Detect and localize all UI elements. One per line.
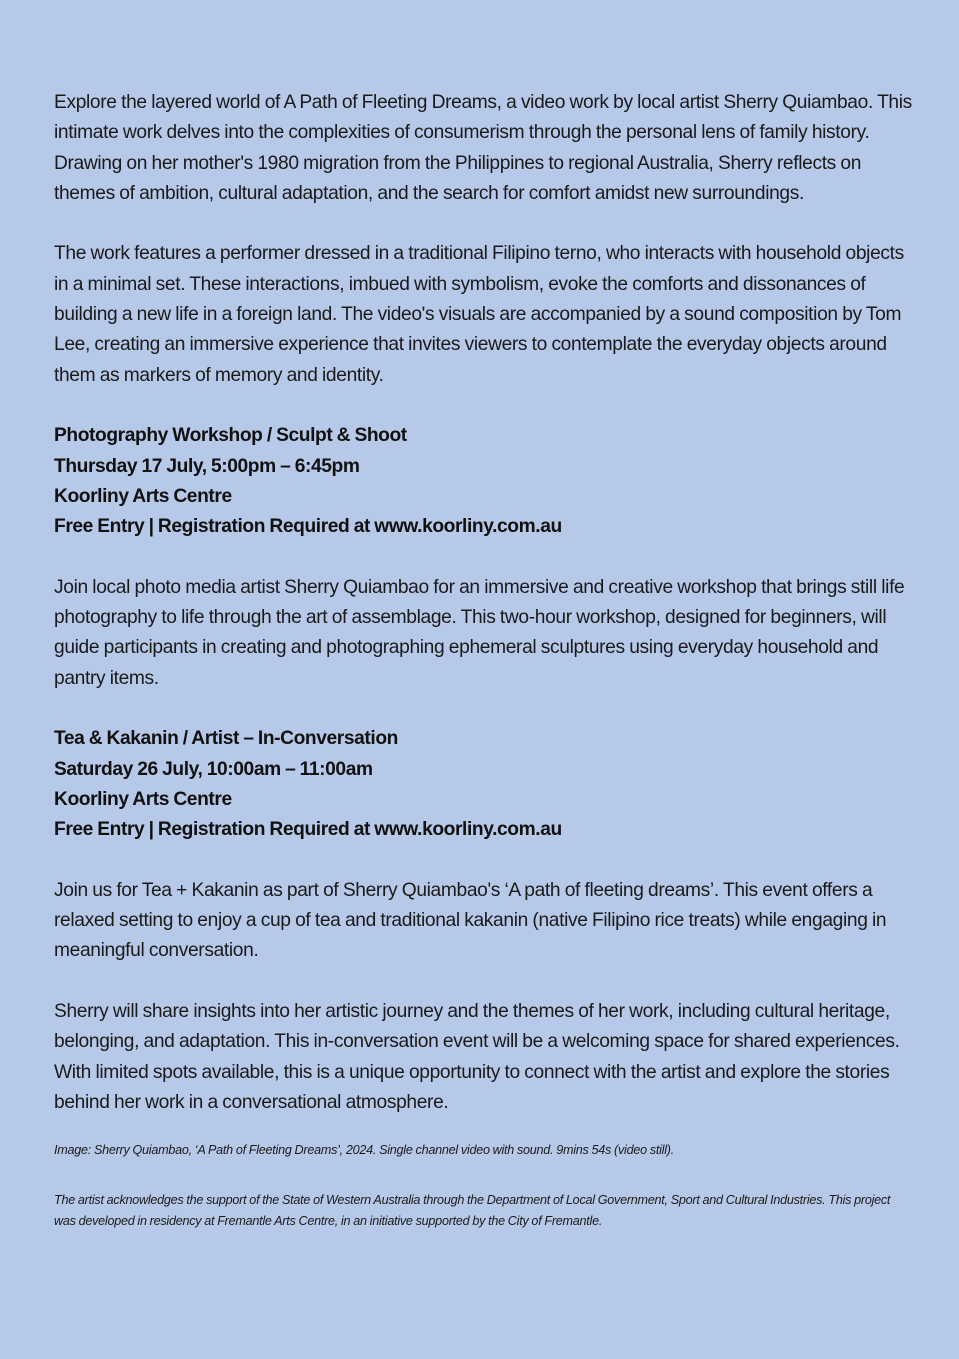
event-entry: Free Entry | Registration Required at www.koorliny.com.au	[54, 516, 562, 538]
event-datetime: Saturday 26 July, 10:00am – 11:00am	[54, 758, 373, 780]
event-venue: Koorliny Arts Centre	[54, 485, 232, 507]
intro-paragraph-2: The work features a performer dressed in a traditional Filipino terno, who interacts with household objects in a minimal set. These interactions, imbued with symbolism, evoke the comforts and dissonances of building a new life in a foreign land. The video's visuals are accompanied by a sound composition by Tom Lee, creating an immersive experience that invites viewers to contemplate the everyday objects around them as markers of memory and identity.	[54, 243, 904, 386]
event-details-photography-workshop	[54, 421, 914, 542]
workshop-description: Join local photo media artist Sherry Quiambao for an immersive and creative workshop that brings still life photography to life through the art of assemblage. This two-hour workshop, designed for beginners, will guide participants in creating and photographing ephemeral sculptures using everyday household and pantry items.	[54, 576, 905, 689]
event-entry: Free Entry | Registration Required at www.koorliny.com.au	[54, 819, 562, 841]
event-title: Photography Workshop / Sculpt & Shoot	[54, 425, 407, 447]
event-details-tea-kakanin	[54, 724, 914, 845]
acknowledgement-caption: The artist acknowledges the support of the State of Western Australia through the Department of Local Government, Sport and Cultural Industries. This project was developed in residency at Fremantle Arts Centre, in an initiative supported by the City of Fremantle.	[54, 1193, 891, 1229]
conversation-description-2: Sherry will share insights into her artistic journey and the themes of her work, including cultural heritage, belonging, and adaptation. This in-conversation event will be a welcoming space for shared experiences. With limited spots available, this is a unique opportunity to connect with the artist and explore the stories behind her work in a conversational atmosphere.	[54, 1000, 900, 1113]
intro-paragraph-1: Explore the layered world of A Path of Fleeting Dreams, a video work by local artist Sherry Quiambao. This intimate work delves into the complexities of consumerism through the personal lens of family history. Drawing on her mother's 1980 migration from the Philippines to regional Australia, Sherry reflects on themes of ambition, cultural adaptation, and the search for comfort amidst new surroundings.	[54, 92, 912, 204]
event-title: Tea & Kakanin / Artist – In-Conversation	[54, 728, 398, 750]
event-venue: Koorliny Arts Centre	[54, 788, 232, 810]
conversation-description: Join us for Tea + Kakanin as part of Sherry Quiambao's ‘A path of fleeting dreams’. This event offers a relaxed setting to enjoy a cup of tea and traditional kakanin (native Filipino rice treats) while engaging in meaningful conversation.	[54, 879, 887, 962]
image-credit-caption: Image: Sherry Quiambao, ‘A Path of Fleeting Dreams’, 2024. Single channel video with sound. 9mins 54s (video still).	[54, 1143, 674, 1158]
event-datetime: Thursday 17 July, 5:00pm – 6:45pm	[54, 455, 360, 477]
document-page	[54, 88, 914, 1232]
